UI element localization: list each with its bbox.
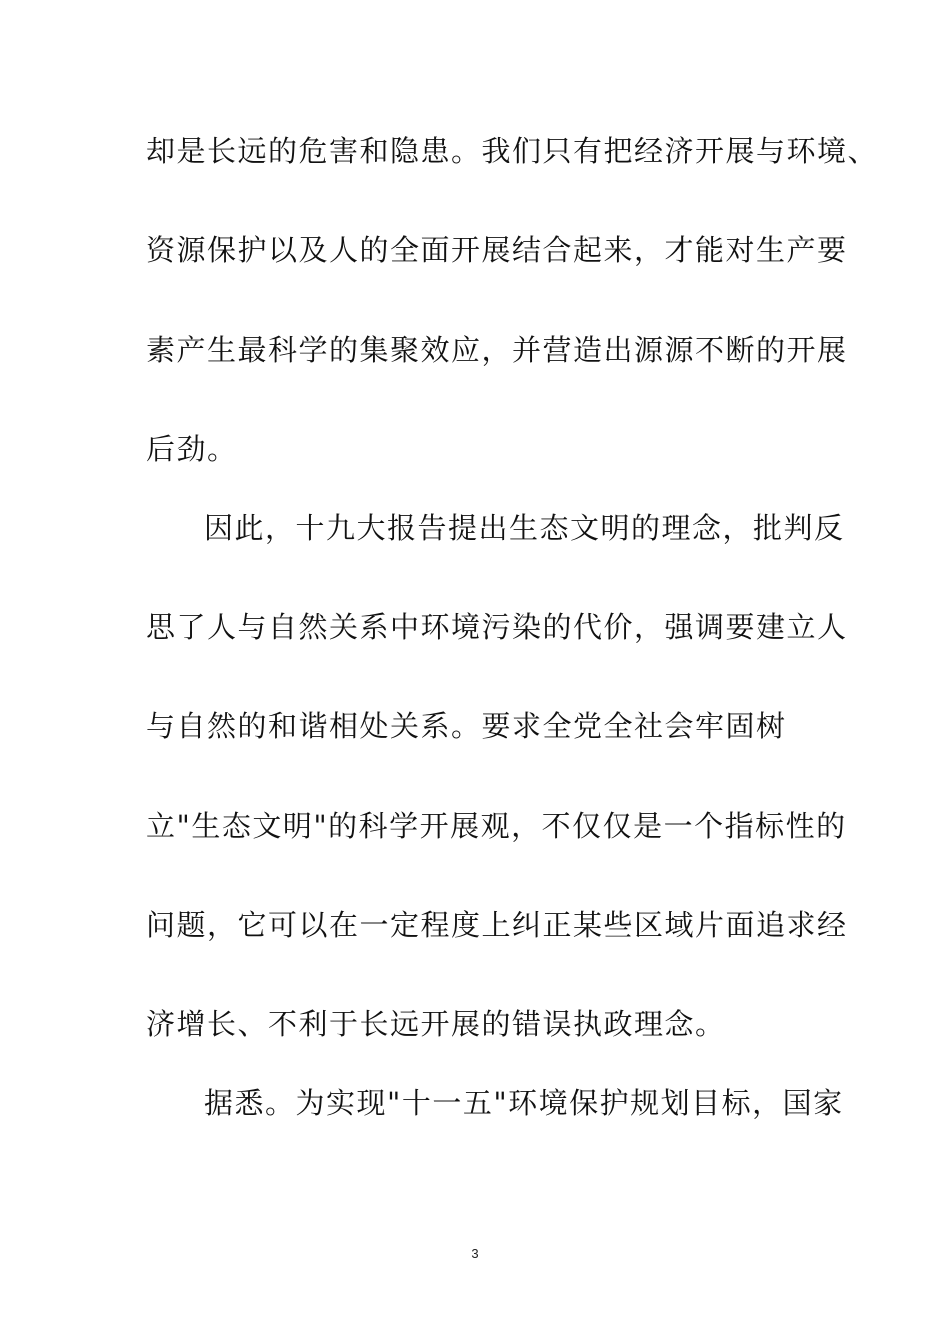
paragraph-start-line-5: 因此，十九大报告提出生态文明的理念，批判反 xyxy=(204,511,845,545)
text-line-10: 济增长、不利于长远开展的错误执政理念。 xyxy=(146,1007,726,1041)
text-line-6: 思了人与自然关系中环境污染的代价，强调要建立人 xyxy=(146,610,848,644)
text-line-3: 素产生最科学的集聚效应，并营造出源源不断的开展 xyxy=(146,333,848,367)
text-line-4: 后劲。 xyxy=(146,432,238,466)
text-line-9: 问题，它可以在一定程度上纠正某些区域片面追求经 xyxy=(146,908,848,942)
page-number: 3 xyxy=(471,1246,479,1261)
paragraph-start-line-11: 据悉。为实现"十一五"环境保护规划目标，国家 xyxy=(204,1086,844,1120)
text-line-7: 与自然的和谐相处关系。要求全党全社会牢固树 xyxy=(146,709,787,743)
text-line-8: 立"生态文明"的科学开展观，不仅仅是一个指标性的 xyxy=(146,809,847,843)
text-line-2: 资源保护以及人的全面开展结合起来，才能对生产要 xyxy=(146,233,848,267)
text-line-1: 却是长远的危害和隐患。我们只有把经济开展与环境、 xyxy=(146,134,879,168)
